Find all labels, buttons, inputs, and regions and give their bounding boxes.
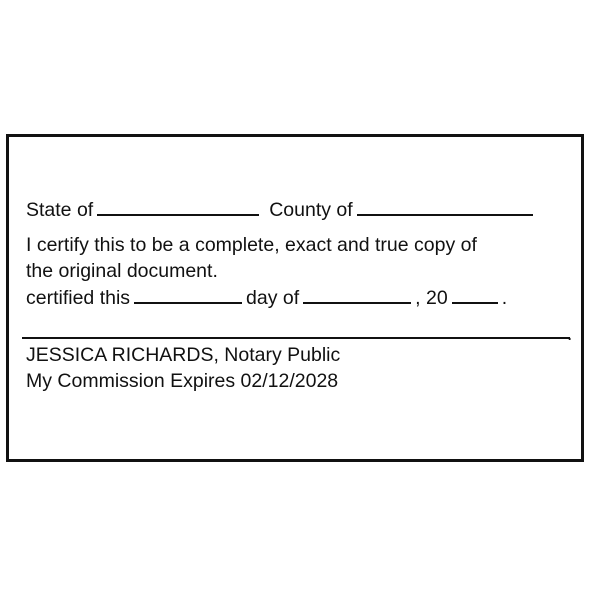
state-label: State of	[26, 199, 94, 221]
year-blank	[452, 286, 498, 304]
signature-line	[22, 337, 570, 339]
state-blank	[97, 198, 259, 216]
county-blank	[357, 198, 533, 216]
certified-date-line	[26, 286, 507, 309]
certified-label: certified this	[26, 287, 131, 309]
day-of-label: day of	[246, 287, 300, 309]
signature-period: .	[567, 324, 573, 345]
county-label: County of	[269, 199, 353, 221]
certify-statement-line2: the original document.	[26, 260, 218, 282]
month-blank	[303, 286, 411, 304]
day-number-blank	[134, 286, 242, 304]
commission-expiration: My Commission Expires 02/12/2028	[26, 370, 339, 392]
certify-statement-line1: I certify this to be a complete, exact and true copy of	[26, 234, 477, 256]
notary-name: JESSICA RICHARDS, Notary Public	[26, 344, 341, 366]
state-county-line	[26, 198, 537, 221]
end-period: .	[501, 287, 508, 309]
year-prefix: , 20	[415, 287, 448, 309]
